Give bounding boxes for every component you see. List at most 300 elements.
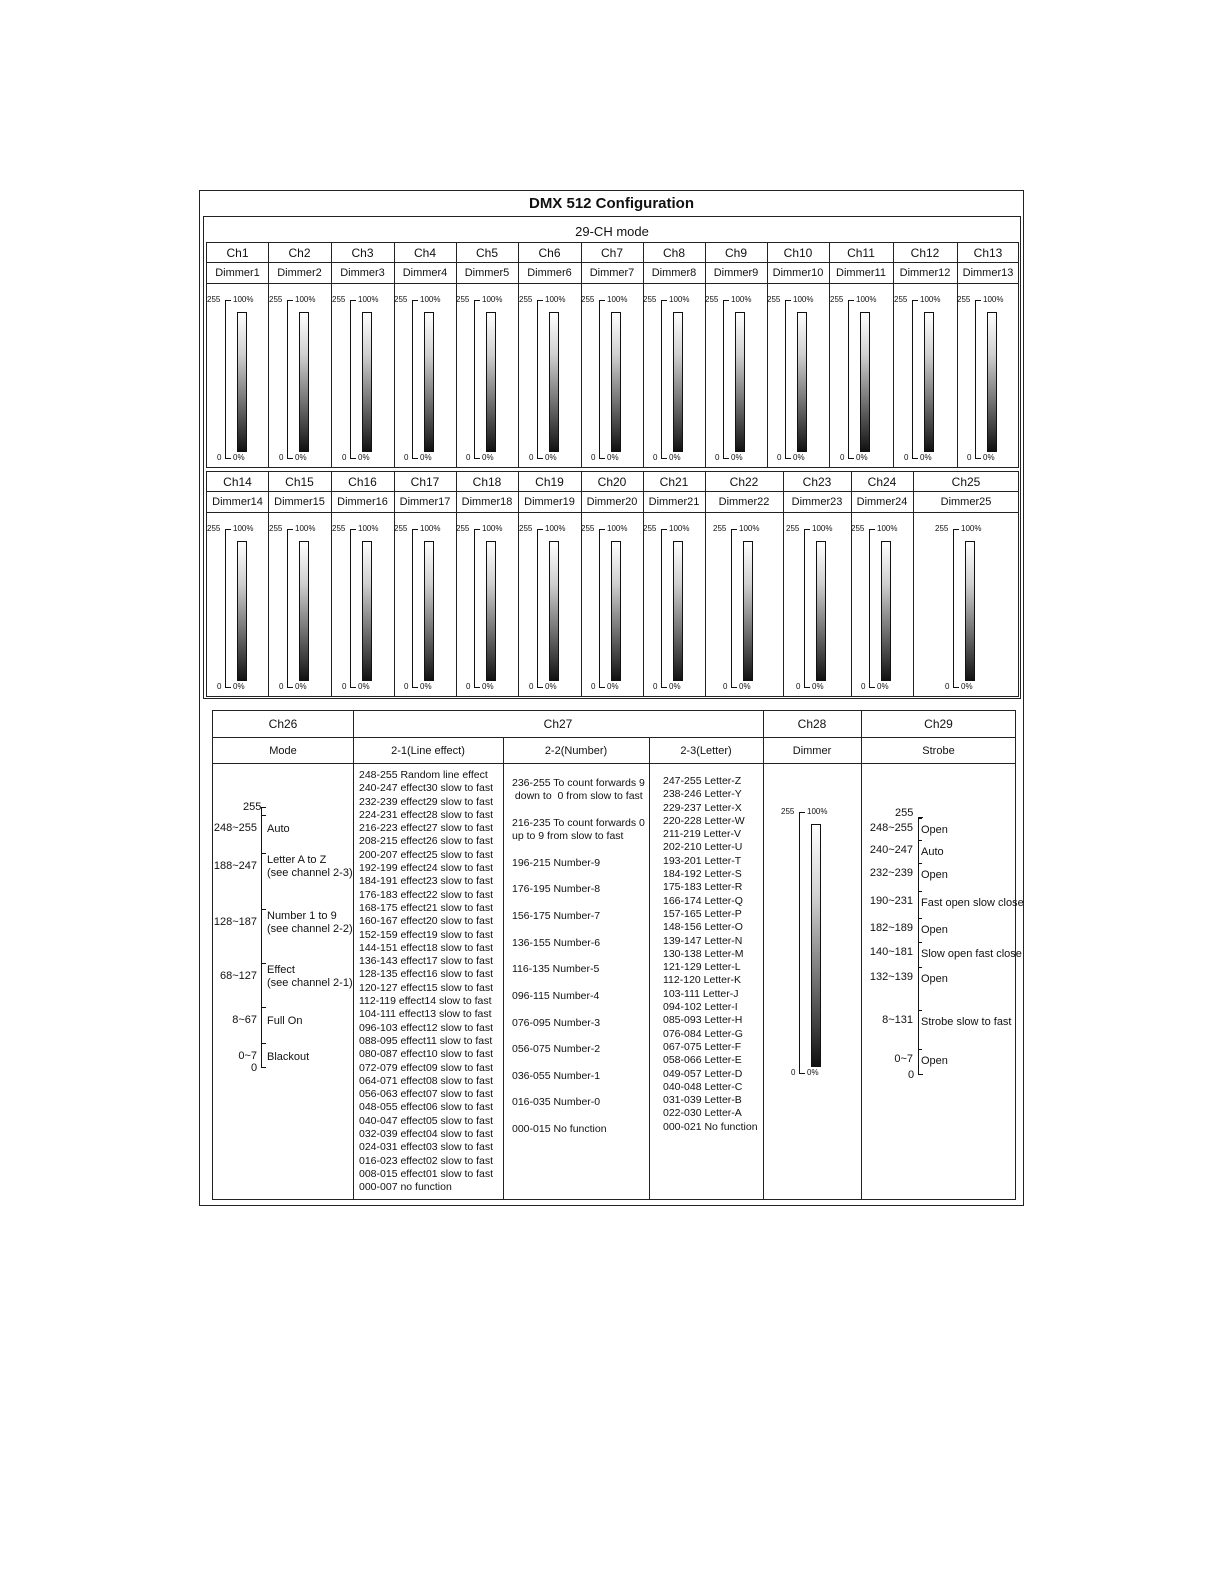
- dimmer-gradient-bar: [811, 824, 821, 1067]
- mode-bottom-value: 0: [251, 1062, 258, 1074]
- scale-bottom-value: 0: [715, 453, 720, 462]
- scale-line: [599, 529, 600, 687]
- function-label: Dimmer10: [772, 267, 824, 279]
- scale-bottom-tick: [599, 458, 605, 459]
- strobe-tick: [918, 1010, 922, 1011]
- column-divider: [763, 711, 764, 1199]
- strobe-range: 248~255: [869, 822, 913, 834]
- document-title: DMX 512 Configuration: [528, 195, 694, 212]
- scale-top-value: 255: [894, 295, 908, 304]
- dimmer-gradient-bar: [362, 541, 372, 681]
- strobe-range: 190~231: [869, 895, 913, 907]
- scale-bottom-value: 0: [653, 453, 658, 462]
- scale-bottom-tick: [848, 458, 854, 459]
- scale-top-value: 255: [786, 524, 800, 533]
- scale-top-percent: 100%: [358, 295, 379, 304]
- strobe-tick: [918, 1074, 923, 1075]
- scale-bottom-percent: 0%: [607, 453, 619, 462]
- mode-range: 188~247: [213, 860, 257, 872]
- scale-bottom-value: 0: [279, 453, 284, 462]
- strobe-range: 8~131: [882, 1014, 913, 1026]
- scale-bottom-value: 0: [466, 453, 471, 462]
- strobe-range: 0~7: [894, 1053, 913, 1065]
- channel-label: Ch22: [729, 474, 759, 489]
- channel-label: Ch5: [475, 245, 498, 260]
- scale-top-percent: 100%: [420, 524, 441, 533]
- function-label: Dimmer22: [718, 496, 770, 508]
- scale-top-percent: 100%: [812, 524, 833, 533]
- scale-bottom-value: 0: [945, 682, 950, 691]
- number-list-item: 156-175 Number-7: [512, 910, 601, 922]
- scale-top-value: 255: [207, 524, 221, 533]
- scale-bottom-percent: 0%: [856, 453, 868, 462]
- scale-top-tick: [287, 529, 293, 530]
- number-list-item: 016-035 Number-0: [512, 1096, 601, 1108]
- scale-top-value: 255: [456, 295, 470, 304]
- scale-top-percent: 100%: [482, 295, 503, 304]
- scale-bottom-percent: 0%: [812, 682, 824, 691]
- channel-label: Ch12: [910, 245, 940, 260]
- scale-top-percent: 100%: [545, 524, 566, 533]
- dimmer-gradient-bar: [486, 541, 496, 681]
- scale-line: [537, 529, 538, 687]
- scale-bottom-percent: 0%: [420, 682, 432, 691]
- function-label: Dimmer2: [277, 267, 322, 279]
- number-list-item: 076-095 Number-3: [512, 1017, 601, 1029]
- scale-top-value: 255: [581, 524, 595, 533]
- scale-top-percent: 100%: [669, 524, 690, 533]
- scale-top-tick: [661, 529, 667, 530]
- dimmer-gradient-bar: [673, 541, 683, 681]
- scale-top-tick: [661, 300, 667, 301]
- scale-bottom-value: 0: [840, 453, 845, 462]
- function-label: Dimmer6: [527, 267, 572, 279]
- function-label: Dimmer9: [713, 267, 759, 279]
- channel-label: Ch18: [472, 474, 502, 489]
- scale-line: [225, 300, 226, 458]
- mode-bracket: [261, 807, 262, 1067]
- function-label: Dimmer20: [586, 496, 638, 508]
- channel-label: Ch1: [226, 245, 249, 260]
- scale-bottom-value: 0: [279, 682, 284, 691]
- dimmer-gradient-bar: [299, 541, 309, 681]
- scale-top-value: 255: [394, 295, 408, 304]
- scale-top-percent: 100%: [545, 295, 566, 304]
- dimmer-gradient-bar: [987, 312, 997, 452]
- scale-bottom-tick: [799, 1073, 805, 1074]
- scale-top-percent: 100%: [607, 524, 628, 533]
- function-label: Dimmer25: [940, 496, 992, 508]
- ch29-header: Ch29: [924, 717, 953, 731]
- scale-line: [412, 529, 413, 687]
- strobe-range: 140~181: [869, 946, 913, 958]
- scale-bottom-tick: [731, 687, 737, 688]
- dimmer-gradient-bar: [881, 541, 891, 681]
- scale-top-tick: [412, 529, 418, 530]
- scale-bottom-tick: [412, 458, 418, 459]
- scale-top-tick: [799, 812, 805, 813]
- ch26-subheader: Mode: [269, 744, 297, 757]
- function-label: Dimmer21: [648, 496, 700, 508]
- mode-label: Auto: [267, 823, 290, 835]
- scale-line: [869, 529, 870, 687]
- function-label: Dimmer14: [212, 496, 263, 508]
- scale-bottom-tick: [785, 458, 791, 459]
- scale-top-value: 255: [781, 807, 795, 816]
- dimmer-gradient-bar: [424, 312, 434, 452]
- scale-bottom-value: 0: [217, 682, 222, 691]
- scale-bottom-percent: 0%: [358, 682, 370, 691]
- scale-bottom-percent: 0%: [877, 682, 889, 691]
- number-list-item: 216-235 To count forwards 0 up to 9 from slow to fast: [512, 817, 645, 843]
- channel-label: Ch6: [538, 245, 561, 260]
- number-list-item: 196-215 Number-9: [512, 857, 601, 869]
- strobe-range: 132~139: [869, 971, 913, 983]
- scale-top-value: 255: [643, 524, 657, 533]
- mode-label: Letter A to Z (see channel 2-3): [267, 854, 353, 879]
- scale-line: [661, 529, 662, 687]
- scale-line: [412, 300, 413, 458]
- column-divider: [503, 737, 504, 1199]
- scale-bottom-value: 0: [217, 453, 222, 462]
- scale-top-value: 255: [519, 295, 533, 304]
- scale-bottom-tick: [723, 458, 729, 459]
- channel-row-1: [206, 242, 1019, 468]
- scale-bottom-value: 0: [342, 682, 347, 691]
- scale-bottom-percent: 0%: [607, 682, 619, 691]
- scale-bottom-tick: [474, 458, 480, 459]
- mode-tick: [261, 807, 266, 808]
- scale-bottom-value: 0: [791, 1068, 796, 1077]
- channel-label: Ch21: [659, 474, 689, 489]
- scale-bottom-tick: [953, 687, 959, 688]
- dimmer-gradient-bar: [735, 312, 745, 452]
- number-list-item: 036-055 Number-1: [512, 1070, 601, 1082]
- channel-label: Ch10: [783, 245, 813, 260]
- strobe-bottom-value: 0: [908, 1069, 915, 1081]
- scale-bottom-tick: [912, 458, 918, 459]
- dimmer-gradient-bar: [486, 312, 496, 452]
- scale-top-tick: [474, 300, 480, 301]
- number-list-item: 056-075 Number-2: [512, 1043, 601, 1055]
- strobe-tick: [918, 840, 922, 841]
- strobe-bracket: [918, 817, 919, 1075]
- mode-tick: [261, 1043, 266, 1044]
- scale-top-tick: [599, 300, 605, 301]
- dimmer-gradient-bar: [424, 541, 434, 681]
- scale-top-value: 255: [830, 295, 844, 304]
- mode-range: 0~7: [238, 1050, 257, 1062]
- mode-label: Effect (see channel 2-1): [267, 964, 353, 989]
- scale-bottom-percent: 0%: [233, 453, 245, 462]
- scale-line: [804, 529, 805, 687]
- scale-top-tick: [912, 300, 918, 301]
- function-label: Dimmer13: [962, 267, 1014, 279]
- scale-top-value: 255: [767, 295, 781, 304]
- scale-top-tick: [225, 300, 231, 301]
- strobe-tick: [918, 942, 922, 943]
- strobe-range: 182~189: [869, 922, 913, 934]
- scale-top-percent: 100%: [295, 295, 316, 304]
- function-label: Dimmer16: [337, 496, 388, 508]
- dimmer-gradient-bar: [362, 312, 372, 452]
- function-label: Dimmer19: [524, 496, 575, 508]
- strobe-label: Open: [921, 973, 948, 985]
- function-label: Dimmer1: [215, 267, 260, 279]
- scale-bottom-tick: [661, 458, 667, 459]
- scale-top-percent: 100%: [669, 295, 690, 304]
- channel-label: Ch16: [348, 474, 377, 489]
- strobe-tick: [918, 918, 922, 919]
- scale-bottom-tick: [537, 687, 543, 688]
- scale-top-value: 255: [705, 295, 719, 304]
- scale-top-value: 255: [207, 295, 221, 304]
- scale-top-value: 255: [519, 524, 533, 533]
- channel-label: Ch15: [285, 474, 314, 489]
- scale-bottom-percent: 0%: [482, 453, 494, 462]
- function-label: Dimmer12: [899, 267, 951, 279]
- scale-bottom-percent: 0%: [358, 453, 370, 462]
- scale-line: [225, 529, 226, 687]
- dimmer-gradient-bar: [673, 312, 683, 452]
- scale-top-tick: [287, 300, 293, 301]
- scale-bottom-value: 0: [904, 453, 909, 462]
- scale-top-percent: 100%: [807, 807, 828, 816]
- dimmer-gradient-bar: [611, 541, 621, 681]
- scale-top-value: 255: [456, 524, 470, 533]
- scale-bottom-percent: 0%: [739, 682, 751, 691]
- function-label: Dimmer5: [464, 267, 510, 279]
- scale-bottom-value: 0: [861, 682, 866, 691]
- scale-bottom-value: 0: [723, 682, 728, 691]
- number-list-item: 096-115 Number-4: [512, 990, 600, 1002]
- scale-bottom-tick: [869, 687, 875, 688]
- scale-bottom-value: 0: [466, 682, 471, 691]
- function-label: Dimmer23: [791, 496, 843, 508]
- scale-line: [799, 812, 800, 1073]
- scale-top-tick: [350, 529, 356, 530]
- scale-bottom-tick: [474, 687, 480, 688]
- strobe-label: Auto: [921, 846, 944, 858]
- scale-bottom-tick: [287, 458, 293, 459]
- ch27-subheader-line-effect: 2-1(Line effect): [391, 744, 465, 757]
- scale-line: [350, 529, 351, 687]
- dimmer-gradient-bar: [237, 541, 247, 681]
- number-list-item: 176-195 Number-8: [512, 883, 601, 895]
- scale-bottom-percent: 0%: [983, 453, 995, 462]
- scale-line: [474, 300, 475, 458]
- strobe-top-value: 255: [895, 807, 914, 819]
- scale-bottom-value: 0: [796, 682, 801, 691]
- dimmer-gradient-bar: [743, 541, 753, 681]
- scale-top-tick: [599, 529, 605, 530]
- ch26-header: Ch26: [268, 717, 298, 731]
- channel-row-2: [206, 471, 1019, 697]
- function-label: Dimmer17: [399, 496, 451, 508]
- scale-top-tick: [953, 529, 959, 530]
- function-label: Dimmer24: [856, 496, 908, 508]
- scale-bottom-percent: 0%: [295, 453, 307, 462]
- function-label: Dimmer8: [651, 267, 697, 279]
- scale-bottom-value: 0: [591, 682, 596, 691]
- scale-line: [287, 529, 288, 687]
- scale-top-value: 255: [935, 524, 949, 533]
- channel-label: Ch9: [724, 245, 747, 260]
- scale-line: [975, 300, 976, 458]
- channel-label: Ch13: [973, 245, 1003, 260]
- scale-bottom-tick: [225, 687, 231, 688]
- scale-line: [599, 300, 600, 458]
- scale-top-percent: 100%: [482, 524, 503, 533]
- scale-bottom-value: 0: [404, 453, 409, 462]
- ch27-subheader-letter: 2-3(Letter): [680, 744, 732, 757]
- scale-top-percent: 100%: [295, 524, 316, 533]
- line-effect-list: 248-255 Random line effect 240-247 effect30 slow to fast 232-239 effect29 slow to fast 224-231 effect28 slow to fast 216-223 effect27 slow to fast 208-215 effect26 slow to fast 200-207 effect25 slow to fast 192-199 effect24 slow to fast 184-191 effect23 slow to fast 176-183 effect22 slow to fast 168-175 effect21 slow to fast 160-167 effect20 slow to fast 152-159 effect19 slow to fast 144-151 effect18 slow to fast 136-143 effect17 slow to fast 128-135 effect16 slow to fast 120-127 effect15 slow to fast 112-119 effect14 slow to fast 104-111 effect13 slow to fast 096-103 effect12 slow to fast 088-095 effect11 slow to fast 080-087 effect10 slow to fast 072-079 effect09 slow to fast 064-071 effect08 slow to fast 056-063 effect07 slow to fast 048-055 effect06 slow to fast 040-047 effect05 slow to fast 032-039 effect04 slow to fast 024-031 effect03 slow to fast 016-023 effect02 slow to fast 008-015 effect01 slow to fast 000-007 no function: [359, 769, 494, 1194]
- lower-section: [212, 710, 1024, 1200]
- channel-label: Ch25: [951, 474, 981, 489]
- ch28-header: Ch28: [797, 717, 827, 731]
- scale-line: [785, 300, 786, 458]
- scale-top-tick: [474, 529, 480, 530]
- scale-bottom-value: 0: [967, 453, 972, 462]
- strobe-tick: [918, 967, 922, 968]
- scale-bottom-percent: 0%: [295, 682, 307, 691]
- scale-top-percent: 100%: [358, 524, 379, 533]
- mode-range: 68~127: [219, 970, 257, 982]
- scale-top-tick: [975, 300, 981, 301]
- scale-bottom-value: 0: [653, 682, 658, 691]
- scale-top-tick: [723, 300, 729, 301]
- strobe-range: 240~247: [869, 844, 913, 856]
- scale-bottom-tick: [350, 687, 356, 688]
- scale-bottom-value: 0: [777, 453, 782, 462]
- channel-label: Ch24: [867, 474, 897, 489]
- strobe-tick: [918, 891, 922, 892]
- scale-top-percent: 100%: [420, 295, 441, 304]
- scale-top-tick: [804, 529, 810, 530]
- scale-bottom-percent: 0%: [793, 453, 805, 462]
- scale-line: [350, 300, 351, 458]
- channel-label: Ch11: [847, 245, 875, 260]
- scale-bottom-tick: [661, 687, 667, 688]
- function-label: Dimmer3: [340, 267, 385, 279]
- mode-range: 128~187: [213, 916, 257, 928]
- strobe-tick: [918, 1049, 922, 1050]
- number-list-item: 136-155 Number-6: [512, 937, 601, 949]
- scale-bottom-percent: 0%: [482, 682, 494, 691]
- header-divider: [213, 763, 1015, 764]
- scale-top-tick: [412, 300, 418, 301]
- function-label: Dimmer11: [836, 267, 886, 279]
- function-label: Dimmer15: [274, 496, 325, 508]
- mode-label: 29-CH mode: [575, 223, 649, 239]
- scale-top-value: 255: [332, 524, 346, 533]
- scale-top-tick: [350, 300, 356, 301]
- scale-bottom-percent: 0%: [669, 682, 681, 691]
- column-divider: [649, 737, 650, 1199]
- scale-top-tick: [785, 300, 791, 301]
- ch27-subheader-number: 2-2(Number): [544, 744, 608, 757]
- scale-top-value: 255: [394, 524, 408, 533]
- scale-top-value: 255: [269, 524, 283, 533]
- function-label: Dimmer4: [402, 267, 448, 279]
- number-list-item: 116-135 Number-5: [512, 963, 600, 975]
- scale-bottom-percent: 0%: [545, 453, 557, 462]
- scale-bottom-tick: [225, 458, 231, 459]
- scale-top-percent: 100%: [233, 524, 254, 533]
- scale-top-value: 255: [269, 295, 283, 304]
- channel-label: Ch14: [223, 474, 252, 489]
- scale-line: [537, 300, 538, 458]
- scale-bottom-value: 0: [529, 453, 534, 462]
- ch29-subheader: Strobe: [922, 744, 955, 757]
- mode-label: Full On: [267, 1015, 303, 1027]
- scale-bottom-tick: [804, 687, 810, 688]
- scale-top-percent: 100%: [731, 295, 752, 304]
- scale-bottom-tick: [350, 458, 356, 459]
- config-frame: [199, 190, 1024, 1206]
- strobe-label: Open: [921, 869, 948, 881]
- scale-line: [287, 300, 288, 458]
- scale-line: [661, 300, 662, 458]
- scale-bottom-value: 0: [591, 453, 596, 462]
- scale-top-value: 255: [713, 524, 727, 533]
- scale-top-tick: [848, 300, 854, 301]
- mode-tick: [261, 909, 266, 910]
- scale-top-percent: 100%: [961, 524, 982, 533]
- strobe-range: 232~239: [869, 867, 913, 879]
- scale-top-value: 255: [581, 295, 595, 304]
- scale-top-percent: 100%: [877, 524, 898, 533]
- dimmer-gradient-bar: [797, 312, 807, 452]
- scale-bottom-percent: 0%: [731, 453, 743, 462]
- strobe-label: Open: [921, 1055, 948, 1067]
- number-list-item: 236-255 To count forwards 9 down to 0 from slow to fast: [512, 777, 645, 803]
- mode-range: 8~67: [232, 1014, 257, 1026]
- scale-top-tick: [869, 529, 875, 530]
- scale-bottom-percent: 0%: [233, 682, 245, 691]
- scale-bottom-tick: [537, 458, 543, 459]
- mode-range: 248~255: [213, 822, 257, 834]
- scale-line: [848, 300, 849, 458]
- channel-label: Ch8: [662, 245, 685, 260]
- row-divider: [207, 512, 1018, 513]
- dimmer-gradient-bar: [237, 312, 247, 452]
- scale-line: [912, 300, 913, 458]
- column-divider: [353, 711, 354, 1199]
- scale-top-tick: [537, 300, 543, 301]
- scale-line: [953, 529, 954, 687]
- scale-top-percent: 100%: [983, 295, 1004, 304]
- mode-tick: [261, 853, 266, 854]
- dimmer-gradient-bar: [611, 312, 621, 452]
- dimmer-gradient-bar: [299, 312, 309, 452]
- strobe-label: Open: [921, 924, 948, 936]
- strobe-label: Open: [921, 824, 948, 836]
- mode-tick: [261, 815, 266, 816]
- scale-top-percent: 100%: [856, 295, 877, 304]
- letter-list: 247-255 Letter-Z 238-246 Letter-Y 229-237 Letter-X 220-228 Letter-W 211-219 Letter-V 202-210 Letter-U 193-201 Letter-T 184-192 Letter-S 175-183 Letter-R 166-174 Letter-Q 157-165 Letter-P 148-156 Letter-O 139-147 Letter-N 130-138 Letter-M 121-129 Letter-L 112-120 Letter-K 103-111 Letter-J 094-102 Letter-I 085-093 Letter-H 076-084 Letter-G 067-075 Letter-F 058-066 Letter-E 049-057 Letter-D 040-048 Letter-C 031-039 Letter-B 022-030 Letter-A 000-021 No function: [663, 775, 758, 1133]
- scale-top-value: 255: [332, 295, 346, 304]
- mode-top-value: 255: [243, 801, 262, 813]
- channel-label: Ch19: [535, 474, 564, 489]
- strobe-label: Strobe slow to fast: [921, 1016, 1012, 1028]
- dimmer-gradient-bar: [860, 312, 870, 452]
- scale-bottom-value: 0: [404, 682, 409, 691]
- row-divider: [207, 283, 1018, 284]
- scale-bottom-percent: 0%: [420, 453, 432, 462]
- mode-tick: [261, 1067, 266, 1068]
